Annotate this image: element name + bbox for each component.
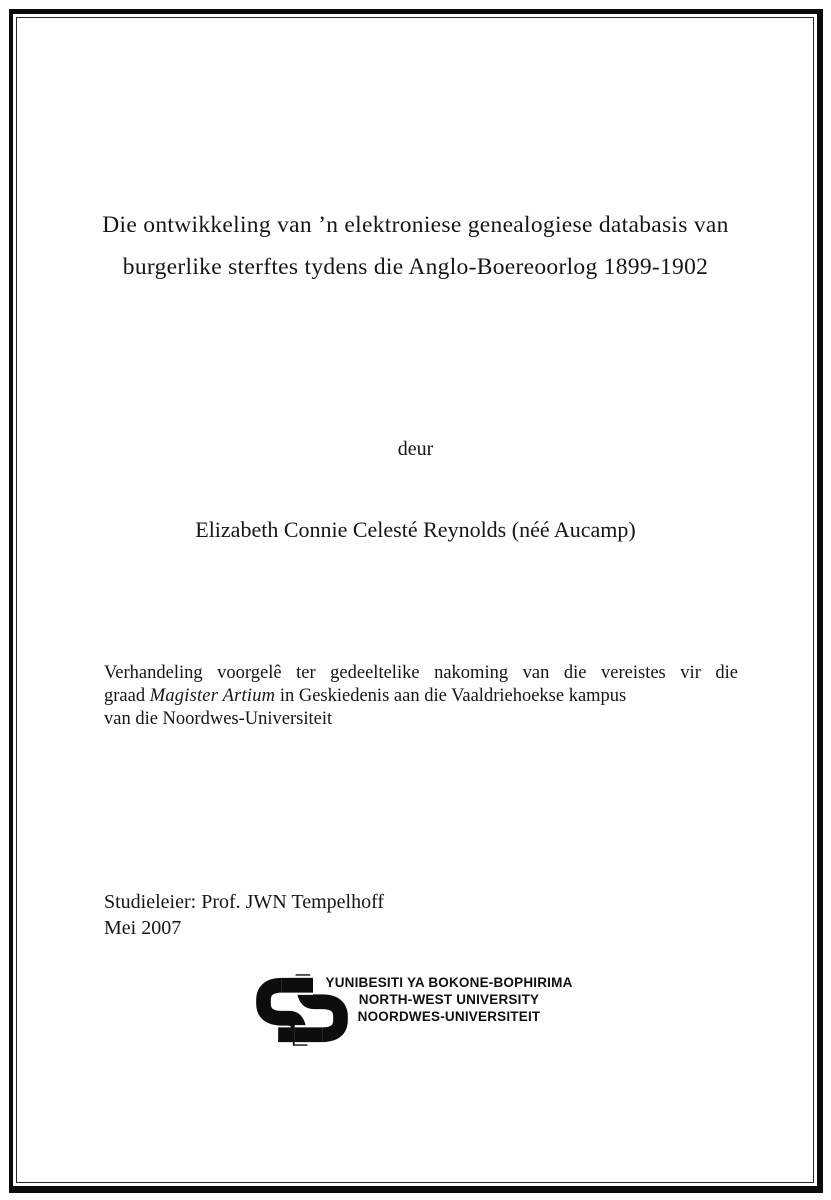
byline-deur: deur: [397, 438, 434, 460]
supervisor-line: Studieleier: Prof. JWN Tempelhoff: [104, 891, 385, 913]
submission-line-2: [104, 685, 738, 708]
author-name: Elizabeth Connie Celesté Reynolds (néé Aucamp): [195, 517, 636, 542]
submission-line-1: Verhandeling voorgelê ter gedeeltelike nakoming van die vereistes vir die: [104, 663, 738, 683]
university-logo: [256, 966, 586, 1058]
logo-text-setswana: YUNIBESITI YA BOKONE-BOPHIRIMA: [325, 975, 573, 990]
thesis-title-line-2: burgerlike sterftes tydens die Anglo-Boereoorlog 1899-1902: [122, 254, 709, 280]
university-logo-text: [316, 974, 582, 1025]
supervisor-and-date: [104, 889, 384, 941]
thesis-title: [40, 204, 791, 288]
date-line: Mei 2007: [104, 917, 182, 939]
thesis-title-line-1: Die ontwikkeling van ’n elektroniese genealogiese databasis van: [102, 212, 729, 238]
submission-statement: [104, 662, 738, 731]
submission-line-3: van die Noordwes-Universiteit: [104, 709, 333, 729]
logo-text-afrikaans: NOORDWES-UNIVERSITEIT: [357, 1009, 541, 1024]
logo-text-english: NORTH-WEST UNIVERSITY: [358, 992, 540, 1007]
submission-line-2-prefix: graad: [104, 686, 150, 706]
degree-name-italic: Magister Artium: [149, 686, 276, 706]
submission-line-2-suffix: in Geskiedenis aan die Vaaldriehoekse kampus: [275, 686, 627, 706]
